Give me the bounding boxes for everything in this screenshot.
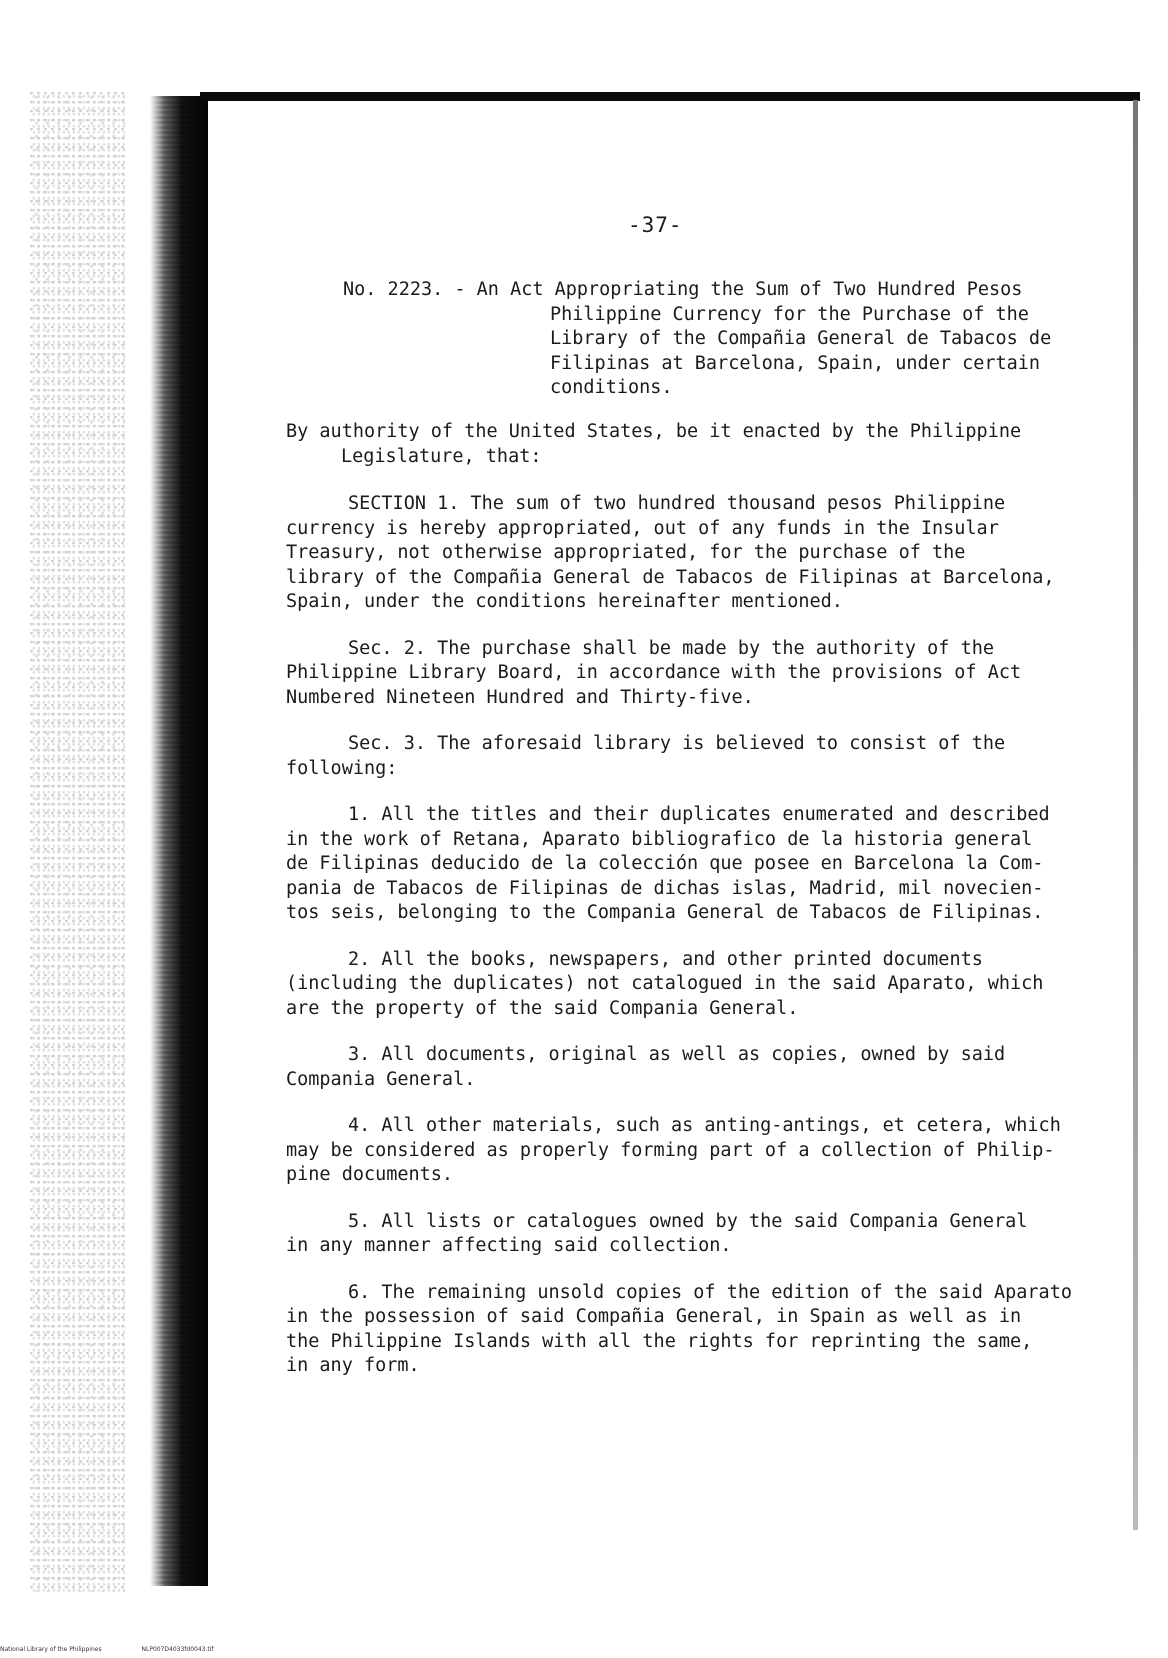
- act-title-line: conditions.: [550, 377, 673, 398]
- paragraph-line: 1. All the titles and their duplicates enumerated and described: [348, 804, 1050, 825]
- scan-speckle-border: [30, 92, 125, 1592]
- footer-file-id: NLP007D4033fd0043.tif: [141, 1646, 214, 1653]
- paragraph-line: Compania General.: [286, 1068, 476, 1090]
- enacting-clause-line: Legislature, that:: [341, 445, 542, 467]
- act-title-line: Library of the Compañia General de Tabacos de: [550, 328, 1052, 349]
- paragraph-line: are the property of the said Compania General.: [286, 997, 799, 1019]
- paragraph-line: 4. All other materials, such as anting-antings, et cetera, which: [348, 1115, 1061, 1136]
- scan-footer: [0, 1646, 252, 1653]
- enacting-clause-line: By authority of the United States, be it enacted by the Philippine: [286, 421, 1022, 442]
- list-item-6: [286, 1281, 1126, 1379]
- paragraph-line: in any manner affecting said collection.: [286, 1235, 732, 1256]
- paragraph-line: pine documents.: [286, 1164, 454, 1185]
- paragraph-line: Spain, under the conditions hereinafter mentioned.: [286, 591, 843, 612]
- section-3: [286, 732, 1126, 781]
- paragraph-line: tos seis, belonging to the Compania General de Tabacos de Filipinas.: [286, 902, 1044, 923]
- paragraph-line: in any form.: [286, 1355, 420, 1376]
- section-1: [286, 492, 1126, 615]
- paragraph-line: library of the Compañia General de Tabacos de Filipinas at Barcelona,: [286, 566, 1055, 588]
- paragraph-line: Sec. 3. The aforesaid library is believed to consist of the: [348, 733, 1006, 754]
- enacting-clause: [286, 420, 1021, 469]
- paragraph-line: 6. The remaining unsold copies of the edition of the said Aparato: [348, 1281, 1072, 1303]
- list-item-5: [286, 1210, 1126, 1259]
- section-2: [286, 637, 1126, 711]
- page-right-edge: [1133, 100, 1138, 1530]
- paragraph-line: (including the duplicates) not catalogued in the said Aparato, which: [286, 973, 1044, 994]
- paragraph-line: de Filipinas deducido de la colección que posee en Barcelona la Com-: [286, 853, 1044, 874]
- paragraph-line: Numbered Nineteen Hundred and Thirty-five.: [286, 686, 754, 708]
- paragraph-line: in the work of Retana, Aparato bibliografico de la historia general: [286, 828, 1033, 850]
- act-title-continuation: [550, 303, 1051, 401]
- page-binding-shadow: [150, 96, 208, 1586]
- paragraph-line: in the possession of said Compañia General, in Spain as well as in: [286, 1306, 1022, 1327]
- paragraph-line: Sec. 2. The purchase shall be made by the authority of the: [348, 637, 995, 659]
- page-top-edge: [200, 92, 1140, 101]
- paragraph-line: may be considered as properly forming part of a collection of Philip-: [286, 1139, 1055, 1161]
- list-item-2: [286, 948, 1126, 1022]
- paragraph-line: 2. All the books, newspapers, and other printed documents: [348, 948, 983, 970]
- footer-institution: National Library of the Philippines: [0, 1646, 102, 1653]
- paragraph-line: Treasury, not otherwise appropriated, for the purchase of the: [286, 542, 966, 563]
- act-title-line: Philippine Currency for the Purchase of the: [550, 303, 1029, 325]
- list-item-3: [286, 1043, 1126, 1092]
- paragraph-line: the Philippine Islands with all the rights for reprinting the same,: [286, 1330, 1033, 1352]
- paragraph-line: pania de Tabacos de Filipinas de dichas islas, Madrid, mil novecien-: [286, 877, 1044, 899]
- paragraph-line: currency is hereby appropriated, out of any funds in the Insular: [286, 517, 999, 539]
- act-title-block: [343, 278, 1051, 401]
- paragraph-line: SECTION 1. The sum of two hundred thousand pesos Philippine: [348, 493, 1006, 514]
- list-item-1: [286, 803, 1126, 926]
- act-body: [286, 492, 1126, 1401]
- act-title-lead: No. 2223. - An Act Appropriating the Sum of Two Hundred Pesos: [343, 279, 1023, 300]
- paragraph-line: following:: [286, 757, 398, 779]
- page-number: -37-: [628, 213, 683, 237]
- paragraph-line: 3. All documents, original as well as copies, owned by said: [348, 1044, 1006, 1065]
- paragraph-line: Philippine Library Board, in accordance with the provisions of Act: [286, 662, 1022, 683]
- act-title-line: Filipinas at Barcelona, Spain, under certain: [550, 352, 1041, 374]
- paragraph-line: 5. All lists or catalogues owned by the said Compania General: [348, 1210, 1028, 1232]
- list-item-4: [286, 1114, 1126, 1188]
